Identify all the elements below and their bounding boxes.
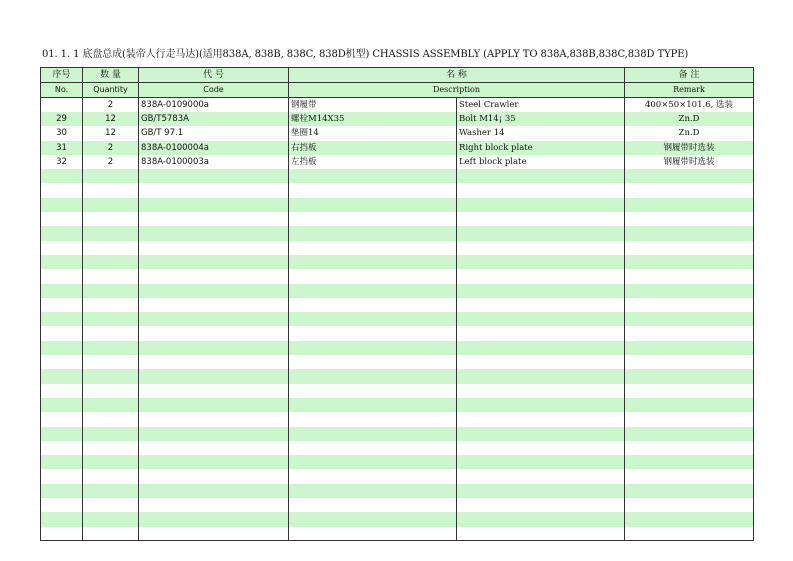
empty-cell: [83, 326, 139, 340]
empty-cell: [83, 512, 139, 526]
cell-name-cn: 右挡板: [289, 141, 457, 155]
table-row: [41, 155, 754, 169]
empty-cell: [289, 455, 457, 469]
empty-row: [41, 312, 754, 326]
cell-name-cn: 钢履带: [289, 98, 457, 113]
cell-no: 29: [41, 112, 83, 126]
empty-cell: [457, 241, 625, 255]
header-code-cn: 代 号: [139, 68, 289, 83]
empty-cell: [289, 284, 457, 298]
empty-cell: [41, 169, 83, 183]
empty-cell: [457, 355, 625, 369]
empty-cell: [139, 498, 289, 512]
empty-cell: [41, 527, 83, 541]
empty-cell: [457, 255, 625, 269]
empty-cell: [457, 326, 625, 340]
empty-cell: [139, 226, 289, 240]
cell-code: GB/T5783A: [139, 112, 289, 126]
table-row: [41, 126, 754, 140]
empty-cell: [289, 427, 457, 441]
empty-cell: [457, 198, 625, 212]
header-no-cn: 序号: [41, 68, 83, 83]
empty-cell: [625, 412, 754, 426]
empty-cell: [289, 241, 457, 255]
empty-cell: [289, 498, 457, 512]
cell-no: 30: [41, 126, 83, 140]
empty-cell: [457, 412, 625, 426]
empty-cell: [457, 455, 625, 469]
empty-cell: [83, 369, 139, 383]
empty-cell: [289, 198, 457, 212]
header-no-en: No.: [41, 83, 83, 98]
empty-cell: [139, 269, 289, 283]
cell-remark: Zn.D: [625, 112, 754, 126]
cell-no: 32: [41, 155, 83, 169]
empty-cell: [625, 226, 754, 240]
empty-row: [41, 212, 754, 226]
cell-qty: 2: [83, 155, 139, 169]
empty-row: [41, 241, 754, 255]
empty-row: [41, 384, 754, 398]
empty-cell: [289, 255, 457, 269]
empty-cell: [41, 198, 83, 212]
empty-cell: [139, 355, 289, 369]
empty-cell: [83, 455, 139, 469]
empty-cell: [625, 183, 754, 197]
empty-cell: [625, 498, 754, 512]
empty-cell: [457, 169, 625, 183]
cell-no: [41, 98, 83, 113]
empty-cell: [289, 312, 457, 326]
empty-cell: [83, 198, 139, 212]
empty-cell: [625, 169, 754, 183]
empty-cell: [625, 369, 754, 383]
empty-cell: [83, 298, 139, 312]
empty-cell: [457, 384, 625, 398]
empty-cell: [289, 169, 457, 183]
header-row-cn: [41, 68, 754, 83]
empty-cell: [83, 398, 139, 412]
empty-row: [41, 412, 754, 426]
empty-cell: [41, 326, 83, 340]
empty-cell: [625, 484, 754, 498]
empty-row: [41, 226, 754, 240]
empty-cell: [625, 198, 754, 212]
empty-cell: [83, 527, 139, 541]
empty-cell: [289, 469, 457, 483]
empty-row: [41, 484, 754, 498]
empty-cell: [139, 384, 289, 398]
empty-cell: [289, 326, 457, 340]
cell-name-cn: 左挡板: [289, 155, 457, 169]
cell-qty: 12: [83, 126, 139, 140]
empty-cell: [83, 212, 139, 226]
empty-cell: [457, 298, 625, 312]
header-desc-cn: 名 称: [289, 68, 625, 83]
empty-cell: [139, 183, 289, 197]
empty-cell: [289, 384, 457, 398]
empty-cell: [139, 512, 289, 526]
empty-row: [41, 441, 754, 455]
empty-cell: [83, 284, 139, 298]
empty-cell: [139, 284, 289, 298]
empty-row: [41, 455, 754, 469]
empty-cell: [457, 498, 625, 512]
empty-row: [41, 298, 754, 312]
cell-code: 838A-0100004a: [139, 141, 289, 155]
cell-code: 838A-0109000a: [139, 98, 289, 113]
empty-cell: [457, 398, 625, 412]
header-desc-en: Description: [289, 83, 625, 98]
empty-cell: [41, 298, 83, 312]
empty-cell: [139, 298, 289, 312]
empty-cell: [289, 484, 457, 498]
empty-cell: [139, 198, 289, 212]
empty-cell: [41, 369, 83, 383]
empty-cell: [625, 255, 754, 269]
empty-row: [41, 398, 754, 412]
empty-cell: [83, 341, 139, 355]
empty-cell: [41, 255, 83, 269]
empty-cell: [625, 284, 754, 298]
empty-cell: [83, 412, 139, 426]
empty-cell: [83, 384, 139, 398]
empty-cell: [457, 341, 625, 355]
empty-cell: [625, 269, 754, 283]
empty-row: [41, 198, 754, 212]
empty-cell: [83, 484, 139, 498]
cell-name-en: Washer 14: [457, 126, 625, 140]
header-remark-en: Remark: [625, 83, 754, 98]
empty-cell: [83, 355, 139, 369]
empty-cell: [139, 398, 289, 412]
header-code-en: Code: [139, 83, 289, 98]
empty-cell: [625, 527, 754, 541]
empty-cell: [139, 484, 289, 498]
empty-cell: [289, 212, 457, 226]
empty-cell: [139, 455, 289, 469]
empty-cell: [625, 469, 754, 483]
empty-cell: [457, 527, 625, 541]
empty-row: [41, 269, 754, 283]
empty-cell: [457, 284, 625, 298]
page-title: 01. 1. 1 底盘总成(装帝人行走马达)(适用838A, 838B, 838C, 838D机型) CHASSIS ASSEMBLY (APPLY TO 838A,838B,838C,838D TYPE): [42, 49, 689, 60]
empty-row: [41, 512, 754, 526]
empty-cell: [41, 412, 83, 426]
empty-cell: [139, 255, 289, 269]
empty-cell: [83, 226, 139, 240]
cell-code: GB/T 97.1: [139, 126, 289, 140]
empty-cell: [625, 326, 754, 340]
empty-cell: [625, 241, 754, 255]
empty-cell: [139, 441, 289, 455]
empty-cell: [41, 455, 83, 469]
empty-cell: [41, 212, 83, 226]
table-row: [41, 112, 754, 126]
empty-cell: [41, 441, 83, 455]
empty-cell: [41, 226, 83, 240]
cell-qty: 12: [83, 112, 139, 126]
parts-table: [40, 67, 754, 541]
empty-cell: [457, 469, 625, 483]
empty-cell: [83, 498, 139, 512]
empty-cell: [289, 226, 457, 240]
empty-cell: [41, 427, 83, 441]
empty-cell: [41, 498, 83, 512]
table-row: [41, 141, 754, 155]
empty-cell: [457, 269, 625, 283]
empty-cell: [625, 355, 754, 369]
empty-row: [41, 427, 754, 441]
empty-cell: [457, 226, 625, 240]
empty-cell: [41, 398, 83, 412]
empty-cell: [139, 369, 289, 383]
empty-cell: [457, 369, 625, 383]
header-qty-cn: 数 量: [83, 68, 139, 83]
empty-cell: [139, 312, 289, 326]
empty-cell: [289, 183, 457, 197]
cell-code: 838A-0100003a: [139, 155, 289, 169]
empty-cell: [457, 183, 625, 197]
cell-name-en: Right block plate: [457, 141, 625, 155]
empty-cell: [83, 255, 139, 269]
cell-remark: 400×50×101.6, 选装: [625, 98, 754, 113]
empty-cell: [625, 298, 754, 312]
empty-cell: [289, 398, 457, 412]
header-row-en: [41, 83, 754, 98]
empty-row: [41, 369, 754, 383]
empty-row: [41, 355, 754, 369]
empty-cell: [139, 212, 289, 226]
empty-cell: [139, 169, 289, 183]
cell-name-en: Steel Crawler: [457, 98, 625, 113]
empty-cell: [625, 455, 754, 469]
cell-qty: 2: [83, 98, 139, 113]
cell-name-en: Left block plate: [457, 155, 625, 169]
empty-cell: [41, 341, 83, 355]
empty-cell: [289, 341, 457, 355]
header-remark-cn: 备 注: [625, 68, 754, 83]
cell-name-cn: 螺栓M14X35: [289, 112, 457, 126]
empty-cell: [41, 469, 83, 483]
cell-remark: Zn.D: [625, 126, 754, 140]
empty-cell: [625, 427, 754, 441]
empty-cell: [139, 326, 289, 340]
empty-cell: [625, 312, 754, 326]
empty-cell: [139, 469, 289, 483]
empty-cell: [83, 169, 139, 183]
cell-name-en: Bolt M14¡ 35: [457, 112, 625, 126]
cell-no: 31: [41, 141, 83, 155]
empty-cell: [289, 527, 457, 541]
empty-row: [41, 498, 754, 512]
cell-remark: 钢履带时选装: [625, 155, 754, 169]
empty-cell: [83, 241, 139, 255]
empty-row: [41, 527, 754, 541]
empty-cell: [139, 241, 289, 255]
cell-qty: 2: [83, 141, 139, 155]
empty-cell: [139, 341, 289, 355]
empty-cell: [289, 369, 457, 383]
empty-cell: [83, 183, 139, 197]
empty-cell: [41, 355, 83, 369]
empty-row: [41, 284, 754, 298]
empty-cell: [625, 398, 754, 412]
empty-row: [41, 255, 754, 269]
empty-cell: [289, 355, 457, 369]
empty-cell: [625, 341, 754, 355]
empty-cell: [457, 212, 625, 226]
empty-cell: [41, 512, 83, 526]
empty-cell: [625, 384, 754, 398]
empty-cell: [289, 512, 457, 526]
empty-cell: [457, 512, 625, 526]
empty-cell: [457, 484, 625, 498]
empty-cell: [41, 284, 83, 298]
empty-cell: [457, 441, 625, 455]
header-qty-en: Quantity: [83, 83, 139, 98]
empty-cell: [41, 484, 83, 498]
empty-cell: [83, 269, 139, 283]
empty-cell: [289, 298, 457, 312]
empty-cell: [139, 527, 289, 541]
empty-cell: [41, 183, 83, 197]
empty-cell: [83, 469, 139, 483]
cell-name-cn: 垫圈14: [289, 126, 457, 140]
empty-cell: [41, 384, 83, 398]
empty-row: [41, 169, 754, 183]
cell-remark: 钢履带时选装: [625, 141, 754, 155]
empty-cell: [289, 441, 457, 455]
empty-cell: [457, 312, 625, 326]
empty-cell: [83, 427, 139, 441]
empty-cell: [625, 212, 754, 226]
empty-cell: [41, 241, 83, 255]
empty-cell: [625, 441, 754, 455]
empty-row: [41, 341, 754, 355]
empty-cell: [41, 269, 83, 283]
empty-cell: [83, 441, 139, 455]
empty-cell: [139, 427, 289, 441]
empty-row: [41, 183, 754, 197]
empty-cell: [41, 312, 83, 326]
empty-row: [41, 326, 754, 340]
empty-cell: [625, 512, 754, 526]
empty-cell: [289, 412, 457, 426]
empty-row: [41, 469, 754, 483]
table-row: [41, 98, 754, 113]
empty-cell: [457, 427, 625, 441]
empty-cell: [139, 412, 289, 426]
empty-cell: [83, 312, 139, 326]
empty-cell: [289, 269, 457, 283]
